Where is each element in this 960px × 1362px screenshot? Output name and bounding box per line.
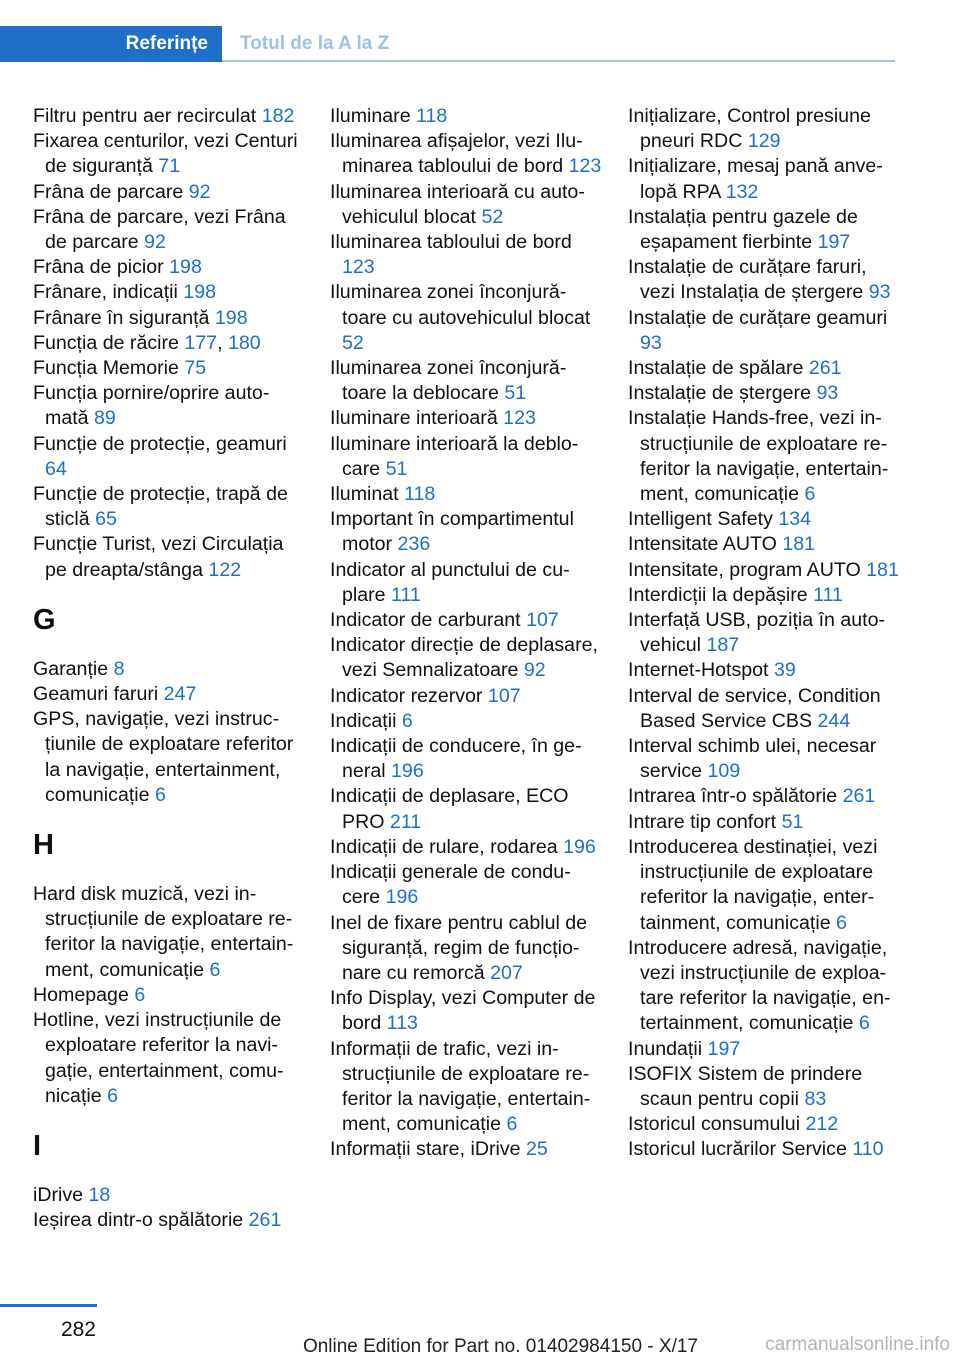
entry-text: Instalație Hands-free, vezi instrucțiunile de exploatare referitor la navigație, entertainment, comunicație: [628, 407, 889, 506]
entry-text: Informații de trafic, vezi instrucțiunile de exploatare referitor la navigație, entertainment, comunicație: [330, 1037, 591, 1136]
page-link[interactable]: 129: [747, 130, 781, 153]
index-entry: [33, 104, 305, 129]
entry-text: Geamuri faruri: [33, 683, 159, 706]
entry-text: Homepage: [33, 983, 129, 1006]
index-entry: [33, 482, 305, 532]
page-link[interactable]: 8: [113, 657, 125, 680]
entry-text: iDrive: [33, 1183, 84, 1206]
index-column-3: [628, 104, 900, 1163]
index-entry: [33, 356, 305, 381]
index-entry: [628, 658, 900, 683]
entry-text: ISOFIX Sistem de prindere scaun pentru copii: [628, 1062, 863, 1110]
index-entry: [628, 406, 900, 507]
entry-text: Funcție de protecție, geamuri: [33, 432, 287, 455]
header-tabs: [0, 26, 895, 62]
entry-text: Funcția de răcire: [33, 331, 179, 354]
page-link[interactable]: 92: [188, 180, 211, 203]
index-entry: [628, 583, 900, 608]
index-entry: [33, 1008, 305, 1109]
page-link[interactable]: 6: [209, 958, 221, 981]
page-link[interactable]: 109: [707, 760, 741, 783]
index-entry: [628, 1112, 900, 1137]
page-link[interactable]: 6: [134, 983, 146, 1006]
page-link[interactable]: 6: [804, 483, 816, 506]
page-link[interactable]: 247: [163, 683, 197, 706]
section-letter: I: [33, 1129, 42, 1162]
entry-text: Frânare, indicații: [33, 281, 178, 304]
section-letter: G: [33, 603, 56, 636]
page-link[interactable]: 118: [404, 483, 436, 506]
page-link[interactable]: 65: [95, 508, 117, 531]
index-entry: [33, 129, 305, 179]
page-link[interactable]: 93: [868, 281, 891, 304]
index-entry: [33, 280, 305, 305]
page-link[interactable]: 64: [45, 457, 67, 480]
entry-text: Indicator direcție de deplasare, vezi Semnalizatoare: [330, 634, 598, 682]
page-link[interactable]: 211: [389, 810, 422, 833]
index-entry: [33, 306, 305, 331]
page-link[interactable]: 51: [385, 457, 408, 480]
page-link[interactable]: 212: [805, 1113, 839, 1136]
index-entry: [330, 507, 602, 557]
tab-totul-de-la-a-la-z[interactable]: Totul de la A la Z: [240, 33, 390, 54]
index-entry: [628, 608, 900, 658]
page-link[interactable]: 6: [107, 1084, 118, 1107]
entry-text: Funcția Memorie: [33, 357, 179, 380]
entry-text: Iluminarea zonei înconjurătoare cu autovehiculul blocat: [330, 281, 591, 329]
page-link[interactable]: 123: [342, 256, 375, 279]
page-link[interactable]: 118: [416, 105, 448, 127]
page-link[interactable]: 71: [158, 155, 181, 178]
page-link[interactable]: 261: [842, 785, 876, 808]
page-link[interactable]: 261: [808, 357, 842, 380]
index-entry: [628, 205, 900, 255]
page-link[interactable]: 6: [401, 709, 413, 732]
page-link[interactable]: 93: [640, 331, 662, 354]
entry-text: Iluminare: [330, 105, 411, 127]
index-entry: [628, 558, 900, 583]
page-link[interactable]: 196: [385, 886, 419, 909]
page-link[interactable]: 236: [397, 533, 431, 556]
page-link[interactable]: 181: [866, 558, 899, 581]
entry-text: Indicator al punctului de cuplare: [330, 558, 570, 606]
index-entry: [330, 280, 602, 356]
page-link[interactable]: 244: [817, 709, 851, 732]
entry-text: Hotline, vezi instrucțiunile de exploatare referitor la navigație, entertainment, comunicație: [33, 1009, 284, 1107]
index-entry: [330, 406, 602, 431]
index-entry: [33, 682, 305, 707]
page-link[interactable]: 197: [817, 231, 851, 254]
index-entry: [628, 810, 900, 835]
page-link[interactable]: 261: [248, 1209, 282, 1232]
page-link[interactable]: 89: [94, 407, 116, 430]
index-entry: [330, 230, 602, 280]
index-entry: [628, 255, 900, 305]
page-link[interactable]: 18: [88, 1183, 111, 1206]
page-link[interactable]: 198: [183, 281, 216, 304]
tab-referinte[interactable]: Referințe: [0, 26, 222, 62]
page-link[interactable]: 181: [782, 533, 816, 556]
page-link[interactable]: 52: [342, 331, 364, 354]
index-entry: [33, 255, 305, 280]
entry-text: Instalația pentru gazele de eșapament fierbinte: [628, 205, 858, 254]
entry-text: Iluminarea interioară cu autovehiculul blocat: [330, 180, 585, 228]
index-entry: [330, 911, 602, 987]
index-entry: [628, 684, 900, 734]
index-column-2: [330, 104, 602, 1163]
entry-text: Intensitate AUTO: [628, 533, 777, 556]
entry-text: Fixarea centurilor, vezi Centuri de siguranță: [33, 130, 298, 178]
index-entry: [330, 558, 602, 608]
index-entry: [628, 381, 900, 406]
entry-text: Instalație de curățare geamuri: [628, 306, 888, 329]
entry-text: Funcție Turist, vezi Circulația pe dreapta/stânga: [33, 533, 284, 581]
index-entry: [628, 1062, 900, 1112]
entry-text: Iluminarea zonei înconjurătoare la deblocare: [330, 357, 567, 405]
entry-text: Info Display, vezi Computer de bord: [330, 987, 596, 1035]
watermark-text: carmanualsonline.info: [765, 1334, 950, 1355]
index-entry: Funcția de răcire 177, 180: [33, 331, 261, 354]
entry-text: Frâna de picior: [33, 256, 164, 279]
entry-text: Frânare în siguranță: [33, 306, 210, 329]
page-link[interactable]: 52: [481, 205, 504, 228]
index-entry: [628, 306, 900, 356]
page-link[interactable]: 51: [781, 810, 804, 833]
index-entry: [628, 507, 900, 532]
index-entry: [628, 734, 900, 784]
index-entry: [628, 154, 900, 204]
index-entry: [33, 882, 305, 983]
entry-text: Inițializare, mesaj pană anvelopă RPA: [628, 155, 883, 203]
index-entry: [330, 709, 602, 734]
entry-text: Intensitate, program AUTO: [628, 558, 861, 581]
page-link[interactable]: 134: [778, 508, 812, 531]
entry-text: Ieșirea dintr-o spălătorie: [33, 1209, 244, 1232]
page-link[interactable]: 92: [144, 231, 166, 254]
index-entry: [33, 657, 305, 682]
entry-text: Indicator de carburant: [330, 609, 521, 632]
entry-text: Interfață USB, poziția în autovehicul: [628, 609, 886, 657]
entry-text: Iluminarea afișajelor, vezi Iluminarea tabloului de bord: [330, 130, 583, 178]
index-entry: [330, 180, 602, 230]
page-link[interactable]: 113: [386, 1012, 418, 1035]
page-link[interactable]: 177: [184, 331, 218, 354]
entry-text: Filtru pentru aer recirculat: [33, 105, 257, 127]
page-link[interactable]: 196: [391, 760, 424, 783]
page-link[interactable]: 196: [563, 835, 596, 858]
entry-text: Hard disk muzică, vezi instrucțiunile de exploatare referitor la navigație, entertainment, comunicație: [33, 883, 294, 981]
entry-text: Instalație de spălare: [628, 357, 804, 380]
entry-text: Informații stare, iDrive: [330, 1138, 521, 1161]
entry-text: Frâna de parcare: [33, 180, 184, 203]
index-entry: [330, 684, 602, 709]
index-entry: [628, 936, 900, 1037]
index-column-1: [33, 104, 305, 1233]
entry-text: Indicații de rulare, rodarea: [330, 835, 558, 858]
index-entry: [628, 784, 900, 809]
entry-text: Istoricul consumului: [628, 1113, 801, 1136]
page-link[interactable]: 6: [506, 1113, 518, 1136]
page-link[interactable]: 111: [813, 583, 843, 606]
entry-text: Funcția pornire/oprire automată: [33, 382, 270, 430]
entry-text: Inundații: [628, 1037, 703, 1060]
entry-text: Interdicții la depășire: [628, 583, 808, 606]
page-link[interactable]: 111: [391, 583, 421, 606]
entry-text: Iluminarea tabloului de bord: [330, 231, 572, 254]
entry-text: Inițializare, Control presiune pneuri RDC: [628, 105, 871, 153]
page-link[interactable]: 25: [526, 1138, 548, 1161]
page-link[interactable]: 132: [725, 180, 759, 203]
entry-text: Interval de service, Condition Based Service CBS: [628, 684, 881, 732]
page-link[interactable]: 51: [504, 382, 527, 405]
page-link[interactable]: 207: [490, 961, 523, 984]
entry-text: Introducerea destinației, vezi instrucțiunile de exploatare referitor la navigație, entertainment, comunicație: [628, 835, 878, 934]
page-number: 282: [60, 1318, 96, 1341]
entry-text: Important în compartimentul motor: [330, 508, 574, 556]
index-entry: [330, 129, 602, 179]
index-entry: [628, 1137, 900, 1162]
page-link[interactable]: 198: [214, 306, 248, 329]
entry-text: Internet-Hotspot: [628, 659, 769, 682]
index-entry: [33, 1183, 305, 1208]
index-entry: [33, 432, 305, 482]
index-entry: [330, 356, 602, 406]
entry-text: Intrare tip confort: [628, 810, 777, 833]
entry-text: Indicator rezervor: [330, 684, 483, 707]
index-entry: [33, 532, 305, 582]
page-link[interactable]: 110: [852, 1138, 884, 1161]
page-link[interactable]: 107: [526, 609, 559, 632]
index-entry: [33, 983, 305, 1008]
page-link[interactable]: 75: [184, 357, 207, 380]
page-link[interactable]: 107: [487, 684, 521, 707]
page-link[interactable]: 123: [503, 407, 536, 430]
entry-text: Istoricul lucrărilor Service: [628, 1138, 847, 1161]
page-link[interactable]: 92: [523, 659, 546, 682]
entry-text: Funcție de protecție, trapă de sticlă: [33, 483, 288, 531]
index-entry: [33, 381, 305, 431]
index-entry: [330, 734, 602, 784]
entry-text: Instalație de ștergere: [628, 382, 811, 405]
index-entry: [330, 633, 602, 683]
page-link[interactable]: 83: [804, 1087, 827, 1110]
page-link[interactable]: 123: [568, 155, 602, 178]
index-entry: [628, 356, 900, 381]
page-link[interactable]: 6: [836, 911, 847, 934]
page-link[interactable]: 6: [155, 783, 166, 806]
index-entry: [33, 180, 305, 205]
entry-text: Garanție: [33, 657, 109, 680]
index-entry: [628, 532, 900, 557]
page-link[interactable]: 39: [773, 659, 796, 682]
page-link[interactable]: 6: [858, 1012, 870, 1035]
tab-divider: [222, 60, 895, 62]
index-entry: [330, 432, 602, 482]
page-link[interactable]: 180: [227, 331, 261, 354]
index-entry: [628, 835, 900, 936]
entry-text: Iluminare interioară la deblocare: [330, 432, 579, 480]
edition-text: Online Edition for Part no. 01402984150 - X/17: [302, 1336, 698, 1357]
index-entry: [330, 784, 602, 834]
index-entry: [33, 1208, 305, 1233]
index-entry: [33, 205, 305, 255]
index-entry: [330, 835, 602, 860]
entry-text: Interval schimb ulei, necesar service: [628, 735, 877, 783]
entry-text: Indicații: [330, 709, 397, 732]
entry-text: Indicații de conducere, în general: [330, 735, 582, 783]
entry-text: Instalație de curățare faruri, vezi Instalația de ștergere: [628, 256, 867, 304]
footer-rule: [0, 1304, 97, 1307]
index-entry: [33, 707, 305, 808]
entry-text: Indicații generale de conducere: [330, 861, 571, 909]
index-entry: [330, 1137, 602, 1162]
page-link[interactable]: 182: [261, 105, 295, 127]
index-entry: [330, 482, 602, 507]
page-link[interactable]: 122: [208, 558, 242, 581]
index-entry: [628, 1037, 900, 1062]
page-link[interactable]: 197: [707, 1037, 741, 1060]
section-letter: H: [33, 829, 54, 862]
entry-text: Introducere adresă, navigație, vezi instrucțiunile de exploatare referitor la navigație, entertainment, comunicație: [628, 936, 891, 1035]
entry-text: Frâna de parcare, vezi Frâna de parcare: [33, 205, 286, 254]
entry-text: Intelligent Safety: [628, 508, 773, 531]
entry-text: Inel de fixare pentru cablul de siguranță, regim de funcționare cu remorcă: [330, 911, 588, 984]
index-entry: [330, 608, 602, 633]
entry-text: Iluminare interioară: [330, 407, 498, 430]
entry-text: Iluminat: [330, 483, 399, 506]
page-link[interactable]: 187: [706, 634, 740, 657]
index-entry: [628, 104, 900, 154]
index-entry: [330, 104, 602, 129]
entry-text: Intrarea într-o spălătorie: [628, 785, 838, 808]
entry-text: Indicații de deplasare, ECO PRO: [330, 785, 569, 833]
index-entry: [330, 986, 602, 1036]
index-entry: [330, 860, 602, 910]
page-link[interactable]: 198: [169, 256, 202, 279]
index-entry: [330, 1037, 602, 1138]
entry-text: GPS, navigație, vezi instrucțiunile de exploatare referitor la navigație, entertainment, comunicație: [33, 708, 294, 806]
page-link[interactable]: 93: [816, 382, 839, 405]
